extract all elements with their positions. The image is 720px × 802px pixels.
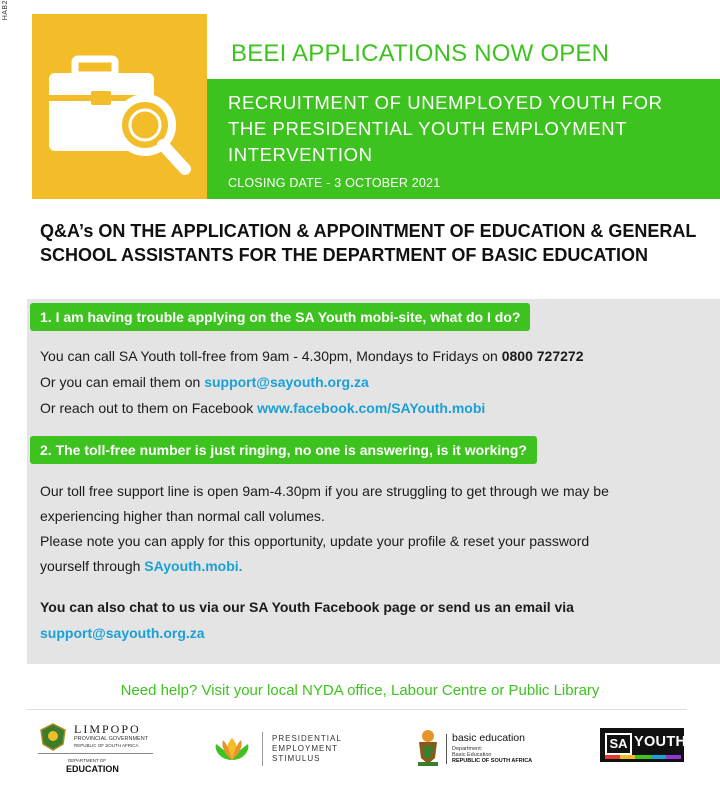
sub-line-1: RECRUITMENT OF UNEMPLOYED YOUTH FOR bbox=[228, 92, 663, 113]
pes-divider bbox=[262, 732, 263, 766]
limpopo-dept-small: DEPARTMENT OF bbox=[68, 758, 107, 763]
question-1-pill: 1. I am having trouble applying on the SA Youth mobi-site, what do I do? bbox=[30, 303, 530, 331]
q1-answer-line-3 bbox=[40, 400, 485, 416]
q2-through-text: yourself through bbox=[40, 558, 145, 574]
protea-flower-icon bbox=[210, 736, 254, 762]
sub-line-3: INTERVENTION bbox=[228, 144, 373, 165]
presidential-employment-stimulus-logo bbox=[210, 732, 350, 772]
question-2-pill: 2. The toll-free number is just ringing, no one is answering, is it working? bbox=[30, 436, 537, 464]
q1-answer-line-1 bbox=[40, 348, 584, 364]
q1-answer-line-2 bbox=[40, 374, 369, 390]
sub-line-2: THE PRESIDENTIAL YOUTH EMPLOYMENT bbox=[228, 118, 628, 139]
support-email-link[interactable]: support@sayouth.org.za bbox=[204, 374, 369, 390]
limpopo-provincial: PROVINCIAL GOVERNMENT bbox=[74, 736, 149, 742]
qa-title: Q&A’s ON THE APPLICATION & APPOINTMENT OF EDUCATION & GENERAL SCHOOL ASSISTANTS FOR THE DEPARTMENT OF BASIC EDUCATION bbox=[40, 221, 697, 265]
dbe-divider bbox=[446, 734, 447, 764]
dbe-line-3: REPUBLIC OF SOUTH AFRICA bbox=[452, 758, 533, 764]
sa-youth-youth: YOUTH bbox=[634, 734, 687, 750]
limpopo-republic: REPUBLIC OF SOUTH AFRICA bbox=[74, 743, 139, 748]
briefcase-search-icon bbox=[45, 55, 195, 175]
chat-line: You can also chat to us via our SA Youth Facebook page or send us an email via bbox=[40, 599, 574, 615]
limpopo-rule bbox=[38, 753, 153, 754]
pes-line-3: STIMULUS bbox=[272, 754, 321, 763]
sa-youth-sa: SA bbox=[605, 733, 632, 755]
sa-youth-logo bbox=[600, 728, 687, 762]
pes-line-1: PRESIDENTIAL bbox=[272, 734, 342, 743]
phone-number: 0800 727272 bbox=[501, 348, 584, 364]
logos-divider bbox=[27, 709, 687, 710]
dbe-line-1: Department: bbox=[452, 746, 483, 752]
q2-answer-line-2: experiencing higher than normal call volumes. bbox=[40, 508, 325, 524]
headline: BEEI APPLICATIONS NOW OPEN bbox=[231, 40, 610, 67]
q2-answer-line-3: Please note you can apply for this opportunity, update your profile & reset your password bbox=[40, 533, 590, 549]
q1-facebook-text: Or reach out to them on Facebook bbox=[40, 400, 258, 416]
facebook-link[interactable]: www.facebook.com/SAYouth.mobi bbox=[257, 400, 486, 416]
limpopo-dept: EDUCATION bbox=[66, 764, 119, 774]
q1-email-text: Or you can email them on bbox=[40, 374, 205, 390]
limpopo-crest-icon bbox=[38, 722, 68, 752]
closing-date: CLOSING DATE - 3 OCTOBER 2021 bbox=[228, 176, 441, 190]
dbe-line-2: Basic Education bbox=[452, 752, 492, 758]
help-line: Need help? Visit your local NYDA office, Labour Centre or Public Library bbox=[120, 682, 600, 699]
sa-youth-colour-strip bbox=[605, 755, 681, 759]
chat-email-line bbox=[40, 625, 205, 641]
side-code: HAB2 bbox=[2, 0, 9, 21]
q2-answer-line-1: Our toll free support line is open 9am-4.30pm if you are struggling to get through we may be bbox=[40, 483, 609, 499]
basic-education-logo bbox=[414, 728, 544, 778]
limpopo-education-logo bbox=[38, 722, 168, 782]
dbe-name: basic education bbox=[452, 732, 525, 744]
coat-of-arms-icon bbox=[414, 728, 442, 768]
pes-line-2: EMPLOYMENT bbox=[272, 744, 339, 753]
limpopo-name: LIMPOPO bbox=[74, 722, 141, 736]
chat-email-link[interactable]: support@sayouth.org.za bbox=[40, 625, 205, 641]
q1-call-text: You can call SA Youth toll-free from 9am - 4.30pm, Mondays to Fridays on bbox=[40, 348, 502, 364]
sayouth-mobi-link[interactable]: SAyouth.mobi. bbox=[144, 558, 243, 574]
q2-answer-line-4 bbox=[40, 558, 243, 574]
